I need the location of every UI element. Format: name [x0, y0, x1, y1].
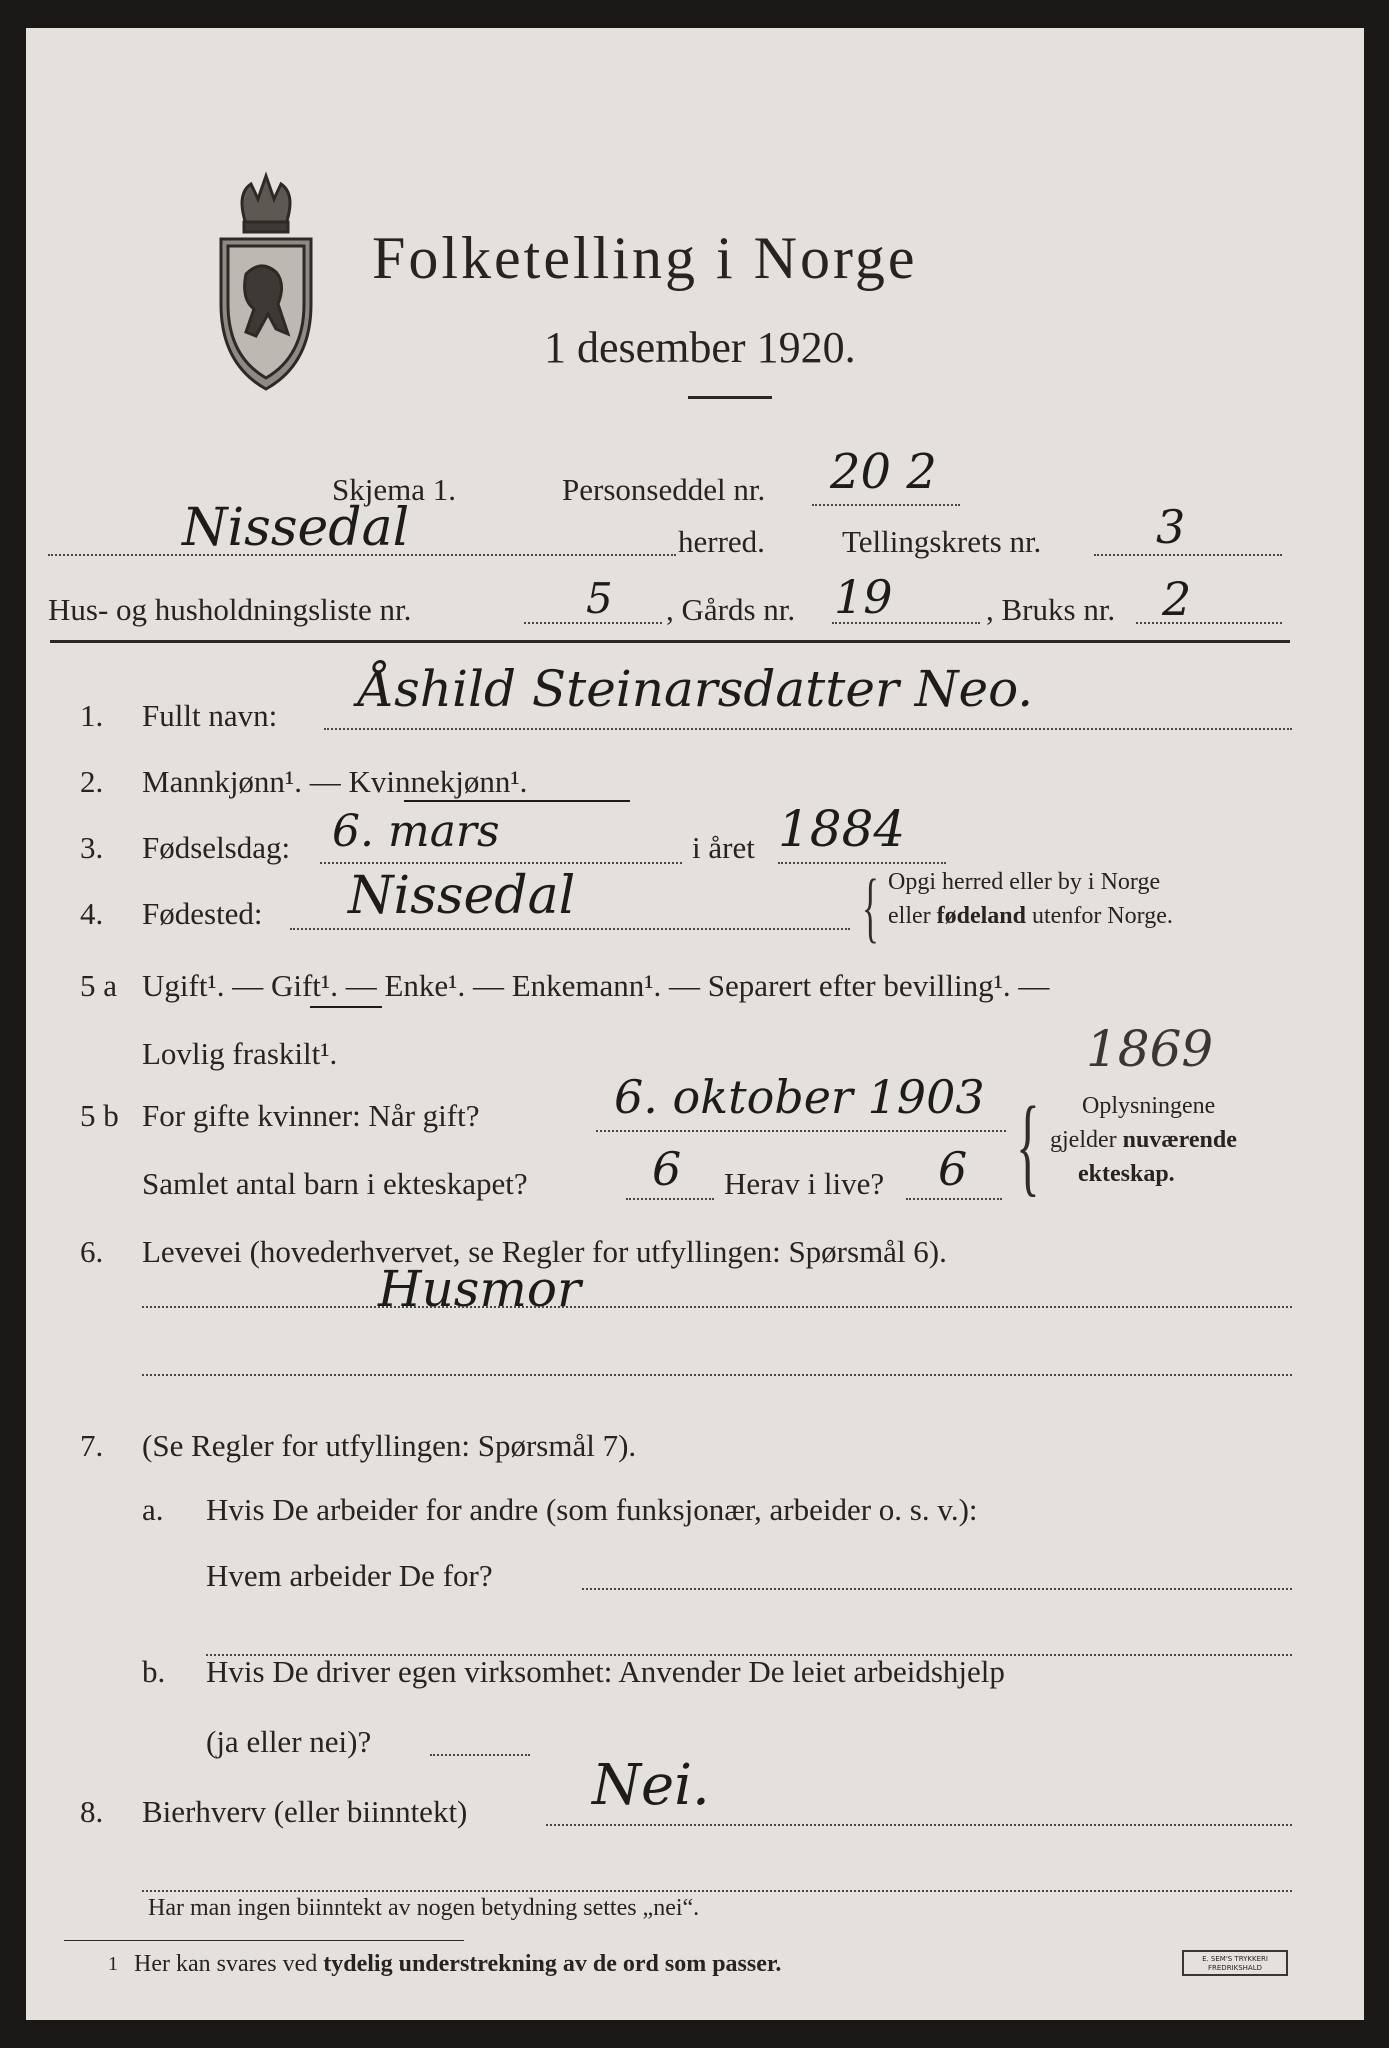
census-form-page — [26, 28, 1364, 2020]
q8-number: 8. — [80, 1794, 104, 1829]
bruks-line — [1136, 622, 1282, 624]
alive-line — [906, 1198, 1002, 1200]
husliste-label: Hus- og husholdningsliste nr. — [48, 592, 412, 627]
footnote-number: 1 — [108, 1953, 118, 1975]
children-value[interactable]: 6 — [652, 1142, 682, 1196]
marital-status-options-2: Lovlig fraskilt¹. — [142, 1036, 338, 1071]
employer-line — [582, 1588, 1292, 1590]
q5b-number: 5 b — [80, 1098, 119, 1133]
q3-label: Fødselsdag: — [142, 830, 291, 865]
full-name-value[interactable]: Åshild Steinarsdatter Neo. — [358, 660, 1034, 718]
tellingskrets-line — [1094, 554, 1282, 556]
hired-help-line — [430, 1754, 530, 1756]
side-income-line — [546, 1824, 1292, 1826]
q7a-text-2: Hvem arbeider De for? — [206, 1558, 493, 1593]
section-divider — [50, 640, 1290, 643]
side-income-line-2 — [142, 1890, 1292, 1892]
q7-number: 7. — [80, 1428, 104, 1463]
marriage-note-2: gjelder nuværende — [1050, 1127, 1237, 1153]
q8-label: Bierhverv (eller biinntekt) — [142, 1794, 468, 1829]
married-date-value[interactable]: 6. oktober 1903 — [614, 1070, 985, 1124]
birthplace-value[interactable]: Nissedal — [348, 866, 576, 926]
footnote-text: Her kan svares ved tydelig understrekning av de ord som passer. — [134, 1951, 782, 1977]
birthdate-line — [320, 862, 682, 864]
q1-number: 1. — [80, 698, 104, 733]
margin-note: 1869 — [1086, 1020, 1214, 1078]
q3-number: 3. — [80, 830, 104, 865]
q1-line — [324, 728, 1292, 730]
side-income-note: Har man ingen biinntekt av nogen betydning settes „nei“. — [148, 1895, 700, 1921]
herred-value[interactable]: Nissedal — [182, 498, 410, 558]
skjema-label: Skjema 1. — [332, 472, 456, 507]
norwegian-coat-of-arms-icon — [206, 164, 326, 394]
married-date-line — [596, 1130, 1006, 1132]
herred-label: herred. — [678, 524, 765, 559]
q4-number: 4. — [80, 896, 104, 931]
side-income-value[interactable]: Nei. — [592, 1753, 710, 1818]
personseddel-line — [812, 504, 960, 506]
husliste-value[interactable]: 5 — [586, 574, 613, 623]
gards-label: , Gårds nr. — [666, 592, 796, 627]
q7a-text: Hvis De arbeider for andre (som funksjonær, arbeider o. s. v.): — [206, 1492, 978, 1527]
q2-number: 2. — [80, 764, 104, 799]
alive-value[interactable]: 6 — [938, 1142, 968, 1196]
printer-stamp — [1182, 1950, 1288, 1976]
gender-options: Mannkjønn¹. — Kvinnekjønn¹. — [142, 764, 528, 799]
q7b-text: Hvis De driver egen virksomhet: Anvender De leiet arbeidshjelp — [206, 1654, 1005, 1689]
q7b-label: b. — [142, 1654, 166, 1689]
printer-stamp-line1: E. SEM'S TRYKKERI — [1202, 1955, 1268, 1963]
alive-label: Herav i live? — [724, 1166, 885, 1201]
children-label: Samlet antal barn i ekteskapet? — [142, 1166, 528, 1201]
printer-stamp-line2: FREDRIKSHALD — [1207, 1964, 1262, 1972]
q5b-label: For gifte kvinner: Når gift? — [142, 1098, 480, 1133]
q7a-label: a. — [142, 1492, 164, 1527]
q4-label: Fødested: — [142, 896, 263, 931]
birthplace-note-line1: Opgi herred eller by i Norge — [888, 869, 1161, 895]
gender-underline — [404, 800, 630, 802]
marriage-note-3: ekteskap. — [1078, 1161, 1175, 1187]
gards-value[interactable]: 19 — [834, 570, 893, 624]
birthdate-value[interactable]: 6. mars — [332, 806, 500, 857]
footnote-divider — [64, 1940, 464, 1941]
bruks-value[interactable]: 2 — [1162, 572, 1192, 626]
bruks-label: , Bruks nr. — [986, 592, 1116, 627]
year-label: i året — [692, 830, 755, 865]
tellingskrets-value[interactable]: 3 — [1156, 500, 1186, 554]
q1-label: Fullt navn: — [142, 698, 278, 733]
birthplace-line — [290, 928, 850, 930]
note-brace: { — [862, 863, 879, 950]
header-divider — [688, 396, 772, 399]
occupation-line-2 — [142, 1374, 1292, 1376]
q7b-text-2: (ja eller nei)? — [206, 1724, 372, 1759]
marriage-note-brace: { — [1016, 1084, 1040, 1206]
tellingskrets-label: Tellingskrets nr. — [842, 524, 1042, 559]
occupation-value[interactable]: Husmor — [378, 1260, 581, 1318]
q7-text: (Se Regler for utfyllingen: Spørsmål 7). — [142, 1428, 637, 1463]
personseddel-value[interactable]: 20 2 — [830, 444, 937, 500]
form-date: 1 desember 1920. — [544, 323, 856, 372]
occupation-line-1 — [142, 1306, 1292, 1308]
birthplace-note-line2: eller fødeland utenfor Norge. — [888, 903, 1173, 929]
marital-status-options: Ugift¹. — Gift¹. — Enke¹. — Enkemann¹. — Separert efter bevilling¹. — — [142, 968, 1050, 1003]
form-title: Folketelling i Norge — [372, 225, 918, 291]
marital-underline — [310, 1006, 382, 1008]
q5a-number: 5 a — [80, 968, 118, 1003]
occupation-question: Levevei (hovederhvervet, se Regler for utfyllingen: Spørsmål 6). — [142, 1234, 947, 1269]
marriage-note-1: Oplysningene — [1082, 1093, 1216, 1119]
birthyear-value[interactable]: 1884 — [778, 800, 906, 858]
personseddel-label: Personseddel nr. — [562, 472, 766, 507]
children-line — [626, 1198, 714, 1200]
q6-number: 6. — [80, 1234, 104, 1269]
